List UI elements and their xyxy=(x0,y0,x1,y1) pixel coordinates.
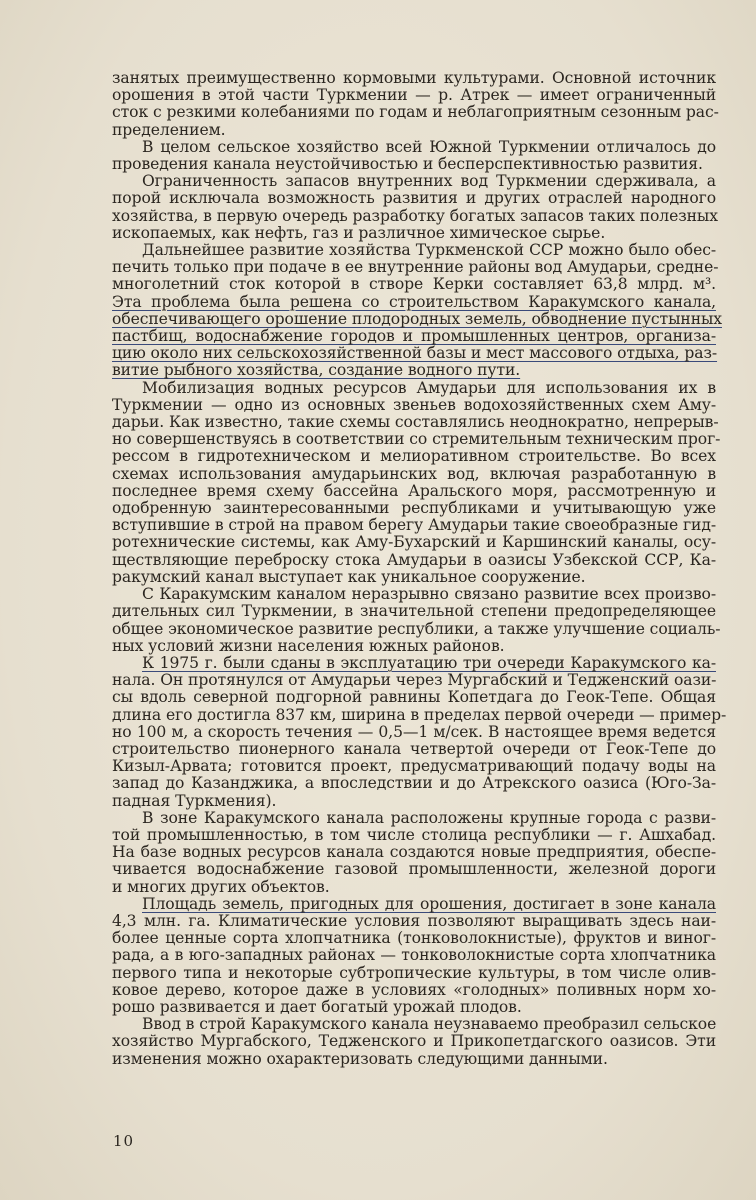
text-line: вступившие в строй на правом берегу Амударьи такие своеобразные гид- xyxy=(112,516,716,535)
text-line: ковое дерево, которое даже в условиях «голодных» поливных норм хо- xyxy=(112,980,716,999)
text-line: На базе водных ресурсов канала создаются новые предприятия, обеспе- xyxy=(112,843,716,862)
text-line: последнее время схему бассейна Аральского моря, рассмотренную и xyxy=(112,481,716,500)
text-line: рессом в гидротехническом и мелиоративном строительстве. Во всех xyxy=(112,447,716,466)
text-line: первого типа и некоторые субтропические культуры, в том числе олив- xyxy=(112,963,716,982)
text-line: Дальнейшее развитие хозяйства Туркменской ССР можно было обес- xyxy=(142,241,716,260)
text-line: строительство пионерного канала четвертой очереди от Геок-Тепе до xyxy=(112,739,716,758)
paragraph-7 xyxy=(112,653,727,810)
text-line: но совершенствуясь в соответствии со стремительным техническим прог- xyxy=(112,430,721,449)
page-text xyxy=(112,69,727,1068)
text-line: ных условий жизни населения южных районов. xyxy=(112,636,505,655)
text-line: проведения канала неустойчивостью и бесперспективностью развития. xyxy=(112,155,703,174)
underlined-text-line: Эта проблема была решена со строительством Каракумского канала, xyxy=(112,292,716,311)
text-line: чивается водоснабжение газовой промышленности, железной дороги xyxy=(112,860,716,879)
text-line: сток с резкими колебаниями по годам и неблагоприятным сезонным рас- xyxy=(112,103,719,122)
text-line: общее экономическое развитие республики, а также улучшение социаль- xyxy=(112,619,721,638)
text-line: пределением. xyxy=(112,120,226,139)
text-line: орошения в этой части Туркмении — р. Атрек — имеет ограниченный xyxy=(112,86,716,105)
text-line: одобренную заинтересованными республиками и учитывающую уже xyxy=(112,499,716,518)
text-line: С Каракумским каналом неразрывно связано развитие всех произво- xyxy=(142,585,716,604)
paragraph-2 xyxy=(112,139,716,173)
text-line: длина его достигла 837 км, ширина в пределах первой очереди — пример- xyxy=(112,705,727,724)
text-line: ротехнические системы, как Аму-Бухарский и Каршинский каналы, осу- xyxy=(112,533,716,552)
paragraph-9 xyxy=(112,896,716,1016)
text-line: Кизыл-Арвата; готовится проект, предусматривающий подачу воды на xyxy=(112,757,716,776)
text-line: нала. Он протянулся от Амударьи через Мургабский и Тедженский оази- xyxy=(112,671,717,690)
page-number: 10 xyxy=(113,1132,135,1150)
text-line: той промышленностью, в том числе столица республики — г. Ашхабад. xyxy=(112,825,716,844)
paragraph-4 xyxy=(112,241,722,380)
text-line: Туркмении — одно из основных звеньев водохозяйственных схем Аму- xyxy=(112,395,716,414)
text-line: дительных сил Туркмении, в значительной степени предопределяющее xyxy=(112,602,716,621)
text-line: ществляющие переброску стока Амударьи в оазисы Узбекской ССР, Ка- xyxy=(112,550,716,569)
text-line: рошо развивается и дает богатый урожай плодов. xyxy=(112,997,522,1016)
text-line: сы вдоль северной подгорной равнины Копетдага до Геок-Тепе. Общая xyxy=(112,688,716,707)
underlined-text-line: обеспечивающего орошение плодородных земель, обводнение пустынных xyxy=(112,309,722,328)
text-line: Ограниченность запасов внутренних вод Туркмении сдерживала, а xyxy=(142,172,716,191)
text-line: 4,3 млн. га. Климатические условия позволяют выращивать здесь наи- xyxy=(112,911,716,930)
text-line: В целом сельское хозяйство всей Южной Туркмении отличалось до xyxy=(142,137,716,156)
text-line: многолетний сток которой в створе Керки составляет 63,8 млрд. м³. xyxy=(112,275,716,294)
paragraph-8 xyxy=(112,810,716,896)
underlined-text-line: пастбищ, водоснабжение городов и промышленных центров, организа- xyxy=(112,327,716,346)
text-line: хозяйства, в первую очередь разработку богатых запасов таких полезных xyxy=(112,206,718,225)
text-line: но 100 м, а скорость течения — 0,5—1 м/сек. В настоящее время ведется xyxy=(112,722,716,741)
text-line: печить только при подаче в ее внутренние районы вод Амударьи, средне- xyxy=(112,258,719,277)
text-line: рада, а в юго-западных районах — тонковолокнистые сорта хлопчатника xyxy=(112,946,716,965)
underlined-text-line: витие рыбного хозяйства, создание водного пути. xyxy=(112,361,521,380)
text-line: хозяйство Мургабского, Тедженского и Прикопетдагского оазисов. Эти xyxy=(112,1032,716,1051)
underlined-text-line: цию около них сельскохозяйственной базы и мест массового отдыха, раз- xyxy=(112,344,718,363)
text-line: более ценные сорта хлопчатника (тонковолокнистые), фруктов и виног- xyxy=(112,929,716,948)
paragraph-3 xyxy=(112,173,716,242)
underlined-text-line: Площадь земель, пригодных для орошения, достигает в зоне канала xyxy=(142,894,716,913)
text-line: Мобилизация водных ресурсов Амударьи для использования их в xyxy=(142,378,716,397)
paragraph-5 xyxy=(112,378,721,586)
text-line: порой исключала возможность развития и других отраслей народного xyxy=(112,189,716,208)
text-line: схемах использования амударьинских вод, включая разработанную в xyxy=(112,464,716,483)
text-line: занятых преимущественно кормовыми культурами. Основной источник xyxy=(112,69,716,87)
text-line: дарьи. Как известно, такие схемы составлялись неоднократно, непрерыв- xyxy=(112,413,719,432)
text-line: и многих других объектов. xyxy=(112,877,330,896)
text-line: Ввод в строй Каракумского канала неузнаваемо преобразил сельское xyxy=(142,1015,717,1034)
text-line: ископаемых, как нефть, газ и различное химическое сырье. xyxy=(112,223,606,242)
text-line: ракумский канал выступает как уникальное сооружение. xyxy=(112,567,586,586)
text-line: падная Туркмения). xyxy=(112,791,277,810)
paragraph-6 xyxy=(112,585,721,655)
paragraph-10 xyxy=(112,1016,716,1068)
text-line: В зоне Каракумского канала расположены крупные города с разви- xyxy=(142,808,716,827)
text-line: запад до Казанджика, а впоследствии и до Атрекского оазиса (Юго-За- xyxy=(112,774,716,793)
text-line: изменения можно охарактеризовать следующими данными. xyxy=(112,1049,608,1068)
underlined-text-line: К 1975 г. были сданы в эксплуатацию три очереди Каракумского ка- xyxy=(142,653,716,672)
paragraph-1 xyxy=(112,69,719,139)
